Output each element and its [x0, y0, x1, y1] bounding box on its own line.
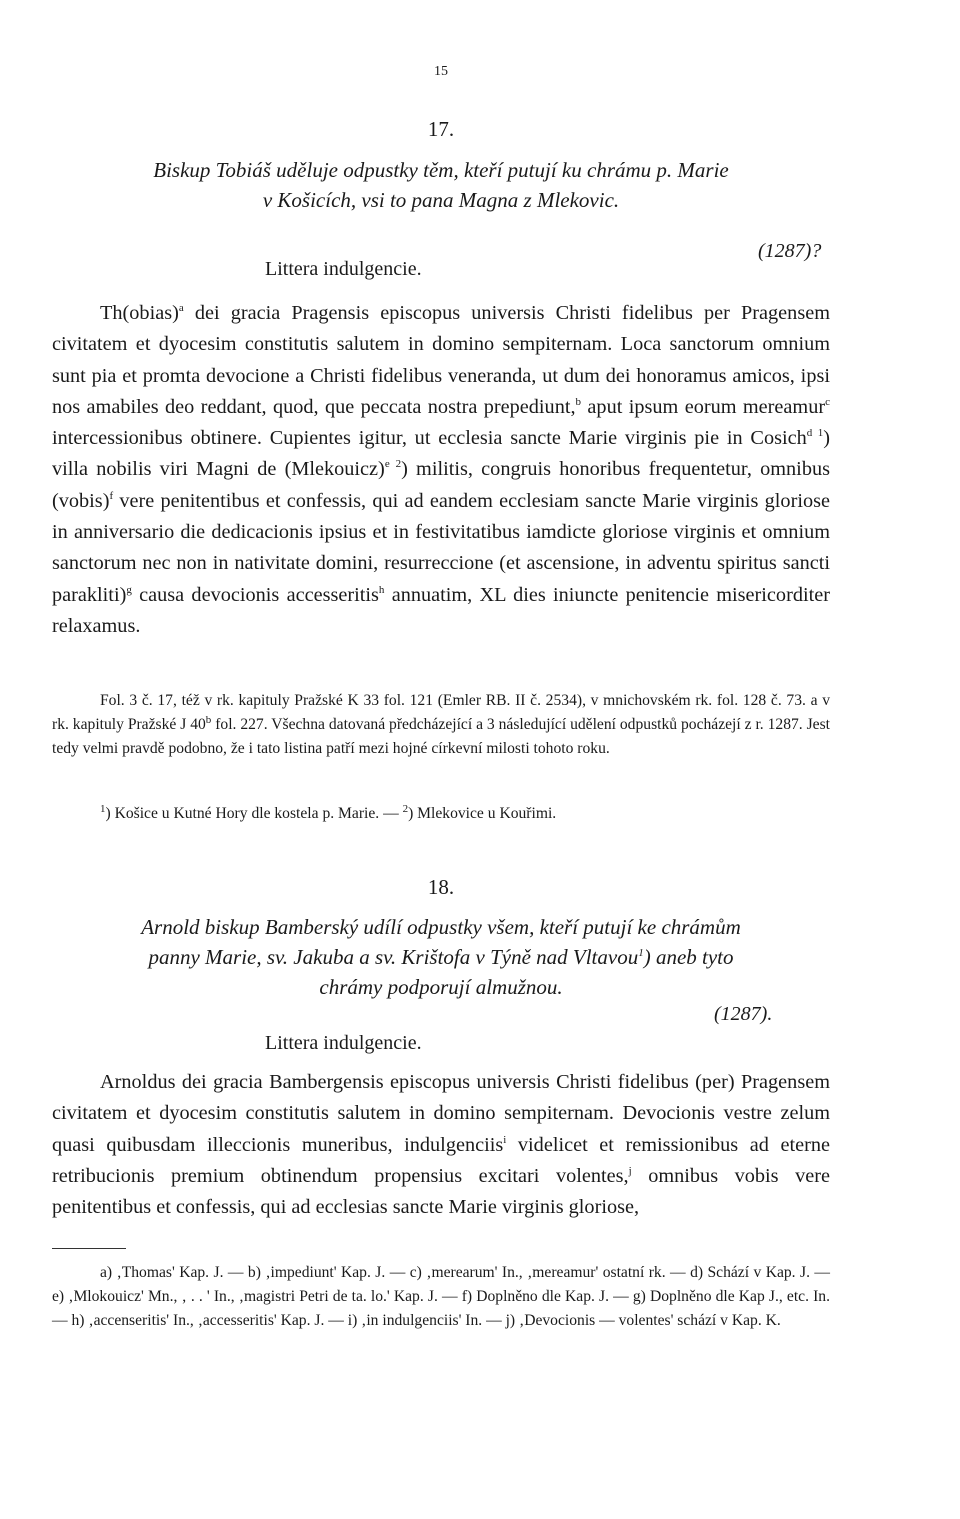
apparatus-text: a) ‚Thomas' Kap. J. — b) ‚impediunt' Kap. J. — c) ‚merearum' In., ‚mereamur' ostatní rk. — d) Schází v Kap. J. — e) ‚Mlokouicz' Mn., ‚ . . ' In., ‚magistri Petri de ta. lo.' Kap. J. — f) Doplněno dle Kap. J. — g) Doplněno dle Kap J., etc. In. — h) ‚accenseritis' In., ‚accesseritis' Kap. J. — i) ‚in indulgenciis' In. — j) ‚Devocionis — volentes' schází v Kap. K.	[52, 1264, 830, 1329]
text-fragment: vere penitentibus et confessis, qui ad eandem ecclesiam sancte Marie virginis gloriose in anniversario die dedicacionis ipsius et in festivitatibus iamdicte gloriose virginis et omnium sanctorum nec non in nativitate domini, resurreccione (et ascensione, in adventu spiritus sancti parakliti)	[52, 489, 830, 606]
note-fragment: Fol. 3 č. 17, též v rk. kapituly Pražské K 33 fol. 121 (Emler RB. II č. 2534), v mnichovském rk. fol. 128 č. 73. a v rk. kapituly Pražské J 40	[52, 692, 830, 733]
critical-apparatus	[52, 1261, 830, 1333]
text-fragment: intercessionibus obtinere. Cupientes igitur, ut ecclesia sancte Marie virginis pie in Cosich	[52, 427, 807, 450]
variant-marker: f	[109, 490, 114, 503]
text-fragment: causa devocionis accesseritis	[131, 583, 379, 606]
footnote-separator	[52, 1248, 126, 1249]
regest-line-1: Biskup Tobiáš uděluje odpustky těm, kteří putují ku chrámu p. Marie	[153, 158, 729, 182]
document-number-18: 18.	[427, 875, 455, 899]
document-18-littera: Littera indulgencie.	[265, 1032, 422, 1054]
document-number-17: 17.	[427, 117, 455, 141]
text-fragment: omnibus vobis vere penitentibus et confessis, qui ad ecclesias sancte Marie virginis gloriose,	[52, 1164, 830, 1219]
text-fragment: Th(obias)	[100, 302, 179, 324]
document-18-date: (1287).	[714, 1003, 773, 1025]
variant-marker: e 2	[384, 458, 402, 471]
note-marker: b	[205, 713, 212, 726]
footnote-text: ) Košice u Kutné Hory dle kostela p. Marie. —	[105, 805, 403, 822]
document-17-source-note	[52, 689, 830, 761]
footnote-text: ) Mlekovice u Kouřimi.	[408, 805, 557, 822]
page-number: 15	[434, 64, 448, 79]
variant-marker: j	[628, 1165, 632, 1178]
document-18-regest	[52, 912, 830, 1002]
variant-marker: h	[378, 583, 385, 596]
variant-marker: i	[503, 1133, 507, 1146]
variant-marker: g	[126, 583, 132, 596]
variant-marker: b	[575, 396, 582, 409]
variant-marker: c	[825, 396, 830, 409]
document-17-text	[52, 298, 830, 642]
variant-marker: d 1	[806, 427, 824, 440]
text-fragment: ) militis, congruis honoribus frequentetur, omnibus (vobis)	[52, 458, 830, 512]
regest-line-1: Arnold biskup Bamberský udílí odpustky všem, kteří putují ke chrámům	[141, 915, 741, 939]
text-fragment: aput ipsum eorum mereamur	[581, 395, 826, 418]
regest-line-2: panny Marie, sv. Jakuba a sv. Krištofa v Týně nad Vltavou$^1$) aneb tyto	[148, 945, 734, 969]
text-fragment: dei gracia Pragensis episcopus universis Christi fidelibus per Pragensem civitatem et dyocesim constitutis salutem in domino sempiternam. Loca sanctorum omnium sunt pia et promta devocione a Christi fidelibus veneranda, ut dum dei honoramus amicos, ipsi nos amabiles deo reddant, quod, que peccata nostra prepediunt,	[52, 302, 830, 418]
footnote-marker: 1	[100, 802, 106, 815]
document-17-footnotes	[52, 802, 830, 826]
document-17-date: (1287)?	[758, 240, 822, 262]
text-fragment: annuatim, XL dies iniuncte penitencie misericorditer relaxamus.	[52, 583, 830, 637]
footnote-marker: 2	[402, 802, 409, 815]
document-18-text	[52, 1067, 830, 1223]
document-17-littera: Littera indulgencie.	[265, 258, 422, 280]
text-fragment: videlicet et remissionibus ad eterne retribucionis premium obtinendum propensius excitari volentes,	[52, 1133, 830, 1187]
variant-marker: a	[178, 302, 184, 315]
regest-line-2: v Košicích, vsi to pana Magna z Mlekovic.	[262, 188, 620, 212]
text-fragment: Arnoldus dei gracia Bambergensis episcopus universis Christi fidelibus (per) Pragensem civitatem et dyocesim constitutis salutem in domino sempiternam. Devocionis vestre zelum quasi quibusdam illeccionis muneribus, indulgenciis	[52, 1071, 830, 1156]
text-fragment: ) villa nobilis viri Magni de (Mlekouicz)	[52, 427, 831, 481]
regest-line-3: chrámy podporují almužnou.	[319, 975, 563, 999]
document-17-regest	[52, 155, 830, 215]
note-fragment: fol. 227. Všechna datovaná předcházející a 3 následující udělení odpustků pocházejí z r. 1287. Jest tedy velmi pravdě podobno, že i tato listina patří mezi hojné církevní milosti tohoto roku.	[52, 716, 830, 757]
